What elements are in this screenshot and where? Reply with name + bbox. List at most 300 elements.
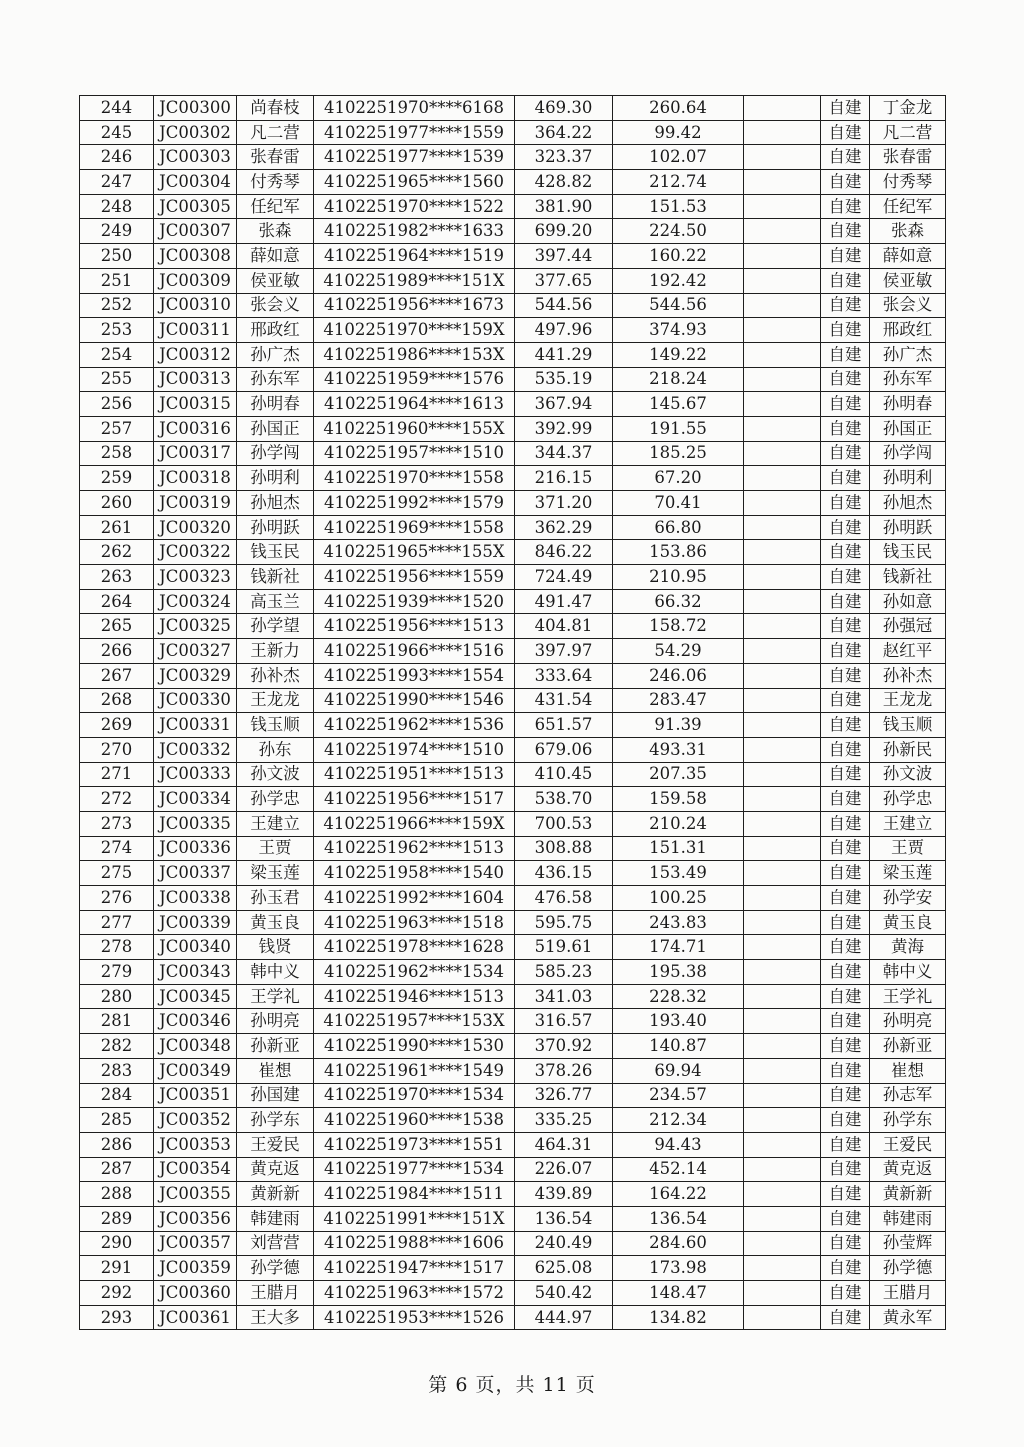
table-row (80, 910, 946, 935)
cell-code: JC00317 (154, 441, 237, 466)
cell-area: 538.70 (515, 787, 613, 812)
table-row (80, 96, 946, 121)
cell-owner: 孙明利 (870, 466, 946, 491)
cell-build-type: 自建 (821, 293, 870, 318)
cell-area-2: 153.86 (613, 540, 744, 565)
table-row (80, 811, 946, 836)
cell-id-number: 4102251978****1628 (314, 935, 515, 960)
cell-id-number: 4102251991****151X (314, 1206, 515, 1231)
table-row (80, 194, 946, 219)
cell-serial: 292 (80, 1281, 154, 1306)
cell-code: JC00355 (154, 1182, 237, 1207)
cell-area: 625.08 (515, 1256, 613, 1281)
cell-blank (744, 416, 821, 441)
cell-blank (744, 367, 821, 392)
cell-code: JC00330 (154, 688, 237, 713)
cell-owner: 钱玉民 (870, 540, 946, 565)
cell-build-type: 自建 (821, 639, 870, 664)
cell-build-type: 自建 (821, 589, 870, 614)
cell-area: 370.92 (515, 1034, 613, 1059)
cell-id-number: 4102251989****151X (314, 268, 515, 293)
cell-area-2: 246.06 (613, 663, 744, 688)
cell-id-number: 4102251957****1510 (314, 441, 515, 466)
cell-code: JC00315 (154, 392, 237, 417)
cell-name: 孙学德 (237, 1256, 314, 1281)
cell-code: JC00309 (154, 268, 237, 293)
cell-name: 高玉兰 (237, 589, 314, 614)
cell-blank (744, 392, 821, 417)
cell-area-2: 284.60 (613, 1231, 744, 1256)
cell-name: 孙学东 (237, 1108, 314, 1133)
table-row (80, 515, 946, 540)
cell-serial: 293 (80, 1305, 154, 1330)
cell-name: 孙学忠 (237, 787, 314, 812)
cell-area: 444.97 (515, 1305, 613, 1330)
record-table-body (80, 96, 946, 1330)
cell-owner: 黄玉良 (870, 910, 946, 935)
cell-name: 钱玉顺 (237, 713, 314, 738)
cell-area-2: 224.50 (613, 219, 744, 244)
cell-area-2: 70.41 (613, 491, 744, 516)
cell-owner: 孙国正 (870, 416, 946, 441)
cell-owner: 孙学安 (870, 886, 946, 911)
cell-owner: 王龙龙 (870, 688, 946, 713)
cell-name: 孙明春 (237, 392, 314, 417)
cell-id-number: 4102251988****1606 (314, 1231, 515, 1256)
cell-code: JC00300 (154, 96, 237, 121)
cell-serial: 273 (80, 811, 154, 836)
cell-serial: 260 (80, 491, 154, 516)
cell-blank (744, 268, 821, 293)
cell-area-2: 234.57 (613, 1083, 744, 1108)
table-row (80, 318, 946, 343)
cell-owner: 孙补杰 (870, 663, 946, 688)
cell-build-type: 自建 (821, 194, 870, 219)
table-row (80, 1281, 946, 1306)
cell-code: JC00361 (154, 1305, 237, 1330)
cell-area: 240.49 (515, 1231, 613, 1256)
cell-build-type: 自建 (821, 416, 870, 441)
cell-id-number: 4102251992****1579 (314, 491, 515, 516)
cell-code: JC00333 (154, 762, 237, 787)
cell-name: 刘营营 (237, 1231, 314, 1256)
table-row (80, 984, 946, 1009)
cell-build-type: 自建 (821, 540, 870, 565)
cell-code: JC00318 (154, 466, 237, 491)
cell-code: JC00337 (154, 861, 237, 886)
cell-area: 216.15 (515, 466, 613, 491)
cell-area: 497.96 (515, 318, 613, 343)
cell-serial: 247 (80, 170, 154, 195)
cell-owner: 王贾 (870, 836, 946, 861)
cell-blank (744, 589, 821, 614)
cell-build-type: 自建 (821, 565, 870, 590)
cell-area-2: 151.53 (613, 194, 744, 219)
cell-blank (744, 1182, 821, 1207)
cell-area-2: 212.34 (613, 1108, 744, 1133)
cell-area-2: 54.29 (613, 639, 744, 664)
cell-blank (744, 811, 821, 836)
cell-code: JC00335 (154, 811, 237, 836)
cell-code: JC00357 (154, 1231, 237, 1256)
cell-area: 464.31 (515, 1132, 613, 1157)
cell-owner: 凡二营 (870, 120, 946, 145)
cell-build-type: 自建 (821, 886, 870, 911)
cell-owner: 张春雷 (870, 145, 946, 170)
cell-blank (744, 960, 821, 985)
cell-id-number: 4102251956****1673 (314, 293, 515, 318)
cell-id-number: 4102251992****1604 (314, 886, 515, 911)
cell-id-number: 4102251970****1534 (314, 1083, 515, 1108)
cell-serial: 280 (80, 984, 154, 1009)
cell-owner: 孙强冠 (870, 614, 946, 639)
cell-name: 凡二营 (237, 120, 314, 145)
cell-area: 428.82 (515, 170, 613, 195)
table-row (80, 1157, 946, 1182)
cell-serial: 261 (80, 515, 154, 540)
cell-owner: 韩中义 (870, 960, 946, 985)
cell-blank (744, 342, 821, 367)
cell-serial: 257 (80, 416, 154, 441)
table-row (80, 960, 946, 985)
cell-name: 孙明亮 (237, 1009, 314, 1034)
cell-code: JC00319 (154, 491, 237, 516)
cell-id-number: 4102251946****1513 (314, 984, 515, 1009)
cell-area: 308.88 (515, 836, 613, 861)
cell-build-type: 自建 (821, 392, 870, 417)
cell-owner: 孙志军 (870, 1083, 946, 1108)
cell-area: 397.44 (515, 244, 613, 269)
cell-name: 黄玉良 (237, 910, 314, 935)
cell-name: 尚春枝 (237, 96, 314, 121)
cell-id-number: 4102251956****1513 (314, 614, 515, 639)
cell-area: 699.20 (515, 219, 613, 244)
cell-blank (744, 688, 821, 713)
cell-owner: 赵红平 (870, 639, 946, 664)
table-row (80, 737, 946, 762)
cell-blank (744, 935, 821, 960)
cell-owner: 孙东军 (870, 367, 946, 392)
cell-blank (744, 194, 821, 219)
cell-id-number: 4102251960****1538 (314, 1108, 515, 1133)
cell-area-2: 134.82 (613, 1305, 744, 1330)
cell-code: JC00311 (154, 318, 237, 343)
cell-area: 226.07 (515, 1157, 613, 1182)
cell-owner: 孙新民 (870, 737, 946, 762)
table-row (80, 540, 946, 565)
cell-name: 崔想 (237, 1058, 314, 1083)
cell-blank (744, 170, 821, 195)
cell-serial: 281 (80, 1009, 154, 1034)
cell-serial: 248 (80, 194, 154, 219)
cell-id-number: 4102251966****159X (314, 811, 515, 836)
cell-area-2: 99.42 (613, 120, 744, 145)
cell-area-2: 210.95 (613, 565, 744, 590)
table-row (80, 1231, 946, 1256)
cell-blank (744, 861, 821, 886)
cell-area: 540.42 (515, 1281, 613, 1306)
cell-serial: 262 (80, 540, 154, 565)
cell-serial: 256 (80, 392, 154, 417)
cell-serial: 291 (80, 1256, 154, 1281)
cell-id-number: 4102251956****1559 (314, 565, 515, 590)
cell-code: JC00359 (154, 1256, 237, 1281)
cell-id-number: 4102251951****1513 (314, 762, 515, 787)
cell-build-type: 自建 (821, 1305, 870, 1330)
cell-area-2: 153.49 (613, 861, 744, 886)
cell-blank (744, 318, 821, 343)
cell-owner: 黄海 (870, 935, 946, 960)
cell-serial: 252 (80, 293, 154, 318)
cell-area-2: 66.80 (613, 515, 744, 540)
table-row (80, 491, 946, 516)
cell-area: 316.57 (515, 1009, 613, 1034)
cell-name: 孙补杰 (237, 663, 314, 688)
cell-build-type: 自建 (821, 1083, 870, 1108)
cell-area-2: 159.58 (613, 787, 744, 812)
cell-code: JC00303 (154, 145, 237, 170)
cell-code: JC00345 (154, 984, 237, 1009)
cell-blank (744, 565, 821, 590)
cell-blank (744, 1058, 821, 1083)
cell-area: 378.26 (515, 1058, 613, 1083)
cell-blank (744, 1132, 821, 1157)
cell-owner: 王爱民 (870, 1132, 946, 1157)
cell-name: 王学礼 (237, 984, 314, 1009)
cell-area: 392.99 (515, 416, 613, 441)
cell-name: 韩建雨 (237, 1206, 314, 1231)
cell-owner: 孙莹辉 (870, 1231, 946, 1256)
cell-owner: 孙旭杰 (870, 491, 946, 516)
cell-owner: 孙学闯 (870, 441, 946, 466)
cell-build-type: 自建 (821, 1182, 870, 1207)
cell-build-type: 自建 (821, 1281, 870, 1306)
cell-code: JC00351 (154, 1083, 237, 1108)
cell-area-2: 243.83 (613, 910, 744, 935)
cell-build-type: 自建 (821, 910, 870, 935)
cell-blank (744, 1083, 821, 1108)
cell-serial: 269 (80, 713, 154, 738)
cell-area: 585.23 (515, 960, 613, 985)
cell-name: 孙东 (237, 737, 314, 762)
cell-code: JC00340 (154, 935, 237, 960)
cell-name: 孙明利 (237, 466, 314, 491)
cell-build-type: 自建 (821, 318, 870, 343)
cell-area-2: 191.55 (613, 416, 744, 441)
cell-name: 任纪军 (237, 194, 314, 219)
page-footer: 第 6 页，共 11 页 (428, 1374, 596, 1396)
cell-owner: 钱玉顺 (870, 713, 946, 738)
cell-serial: 272 (80, 787, 154, 812)
cell-serial: 250 (80, 244, 154, 269)
cell-area: 364.22 (515, 120, 613, 145)
cell-owner: 梁玉莲 (870, 861, 946, 886)
cell-build-type: 自建 (821, 984, 870, 1009)
record-table (79, 95, 946, 1330)
cell-blank (744, 984, 821, 1009)
table-row (80, 1256, 946, 1281)
cell-area: 397.97 (515, 639, 613, 664)
cell-id-number: 4102251957****153X (314, 1009, 515, 1034)
cell-serial: 290 (80, 1231, 154, 1256)
cell-blank (744, 737, 821, 762)
cell-blank (744, 1231, 821, 1256)
cell-serial: 286 (80, 1132, 154, 1157)
cell-owner: 孙学东 (870, 1108, 946, 1133)
table-row (80, 120, 946, 145)
cell-blank (744, 293, 821, 318)
cell-area-2: 173.98 (613, 1256, 744, 1281)
cell-area-2: 218.24 (613, 367, 744, 392)
cell-owner: 崔想 (870, 1058, 946, 1083)
cell-id-number: 4102251962****1513 (314, 836, 515, 861)
cell-blank (744, 614, 821, 639)
cell-blank (744, 441, 821, 466)
cell-serial: 268 (80, 688, 154, 713)
cell-blank (744, 1256, 821, 1281)
table-row (80, 1009, 946, 1034)
cell-area: 436.15 (515, 861, 613, 886)
cell-code: JC00336 (154, 836, 237, 861)
cell-serial: 244 (80, 96, 154, 121)
cell-name: 孙旭杰 (237, 491, 314, 516)
cell-area: 326.77 (515, 1083, 613, 1108)
cell-id-number: 4102251984****1511 (314, 1182, 515, 1207)
cell-area-2: 374.93 (613, 318, 744, 343)
cell-build-type: 自建 (821, 1034, 870, 1059)
cell-area: 439.89 (515, 1182, 613, 1207)
cell-code: JC00327 (154, 639, 237, 664)
table-row (80, 244, 946, 269)
cell-area-2: 148.47 (613, 1281, 744, 1306)
cell-build-type: 自建 (821, 1108, 870, 1133)
cell-area: 535.19 (515, 367, 613, 392)
cell-serial: 271 (80, 762, 154, 787)
cell-serial: 277 (80, 910, 154, 935)
cell-code: JC00334 (154, 787, 237, 812)
cell-build-type: 自建 (821, 342, 870, 367)
cell-area: 136.54 (515, 1206, 613, 1231)
cell-area-2: 91.39 (613, 713, 744, 738)
cell-name: 孙国正 (237, 416, 314, 441)
cell-serial: 255 (80, 367, 154, 392)
cell-name: 黄新新 (237, 1182, 314, 1207)
cell-area: 441.29 (515, 342, 613, 367)
cell-code: JC00310 (154, 293, 237, 318)
cell-serial: 284 (80, 1083, 154, 1108)
cell-serial: 283 (80, 1058, 154, 1083)
cell-build-type: 自建 (821, 441, 870, 466)
cell-name: 张春雷 (237, 145, 314, 170)
cell-build-type: 自建 (821, 1132, 870, 1157)
cell-area: 544.56 (515, 293, 613, 318)
cell-area-2: 210.24 (613, 811, 744, 836)
cell-area: 519.61 (515, 935, 613, 960)
cell-owner: 薛如意 (870, 244, 946, 269)
cell-area: 651.57 (515, 713, 613, 738)
cell-id-number: 4102251970****1558 (314, 466, 515, 491)
cell-id-number: 4102251963****1518 (314, 910, 515, 935)
cell-build-type: 自建 (821, 861, 870, 886)
cell-area-2: 228.32 (613, 984, 744, 1009)
cell-blank (744, 787, 821, 812)
table-row (80, 614, 946, 639)
cell-area: 595.75 (515, 910, 613, 935)
cell-blank (744, 96, 821, 121)
cell-code: JC00312 (154, 342, 237, 367)
cell-id-number: 4102251959****1576 (314, 367, 515, 392)
cell-code: JC00304 (154, 170, 237, 195)
cell-blank (744, 466, 821, 491)
table-row (80, 1034, 946, 1059)
cell-blank (744, 1281, 821, 1306)
table-row (80, 861, 946, 886)
table-row (80, 1132, 946, 1157)
cell-id-number: 4102251974****1510 (314, 737, 515, 762)
cell-serial: 279 (80, 960, 154, 985)
cell-name: 王大多 (237, 1305, 314, 1330)
cell-name: 侯亚敏 (237, 268, 314, 293)
cell-name: 邢政红 (237, 318, 314, 343)
cell-blank (744, 219, 821, 244)
cell-build-type: 自建 (821, 811, 870, 836)
cell-build-type: 自建 (821, 145, 870, 170)
cell-build-type: 自建 (821, 491, 870, 516)
table-row (80, 713, 946, 738)
cell-owner: 王腊月 (870, 1281, 946, 1306)
cell-id-number: 4102251953****1526 (314, 1305, 515, 1330)
cell-area-2: 164.22 (613, 1182, 744, 1207)
table-row (80, 836, 946, 861)
cell-id-number: 4102251964****1519 (314, 244, 515, 269)
table-row (80, 1058, 946, 1083)
cell-area: 362.29 (515, 515, 613, 540)
cell-id-number: 4102251939****1520 (314, 589, 515, 614)
cell-name: 王新力 (237, 639, 314, 664)
cell-blank (744, 639, 821, 664)
cell-id-number: 4102251982****1633 (314, 219, 515, 244)
table-row (80, 367, 946, 392)
cell-build-type: 自建 (821, 1058, 870, 1083)
cell-area: 404.81 (515, 614, 613, 639)
cell-code: JC00353 (154, 1132, 237, 1157)
cell-blank (744, 713, 821, 738)
cell-serial: 288 (80, 1182, 154, 1207)
cell-build-type: 自建 (821, 268, 870, 293)
table-row (80, 145, 946, 170)
cell-blank (744, 491, 821, 516)
cell-blank (744, 1034, 821, 1059)
cell-id-number: 4102251961****1549 (314, 1058, 515, 1083)
cell-blank (744, 540, 821, 565)
cell-id-number: 4102251960****155X (314, 416, 515, 441)
cell-owner: 孙明亮 (870, 1009, 946, 1034)
table-row (80, 441, 946, 466)
cell-blank (744, 886, 821, 911)
cell-owner: 黄克返 (870, 1157, 946, 1182)
cell-area-2: 66.32 (613, 589, 744, 614)
cell-id-number: 4102251965****155X (314, 540, 515, 565)
cell-id-number: 4102251965****1560 (314, 170, 515, 195)
cell-name: 孙新亚 (237, 1034, 314, 1059)
cell-code: JC00320 (154, 515, 237, 540)
cell-area-2: 145.67 (613, 392, 744, 417)
cell-area-2: 544.56 (613, 293, 744, 318)
cell-area-2: 192.42 (613, 268, 744, 293)
cell-area-2: 102.07 (613, 145, 744, 170)
cell-name: 钱玉民 (237, 540, 314, 565)
cell-code: JC00313 (154, 367, 237, 392)
